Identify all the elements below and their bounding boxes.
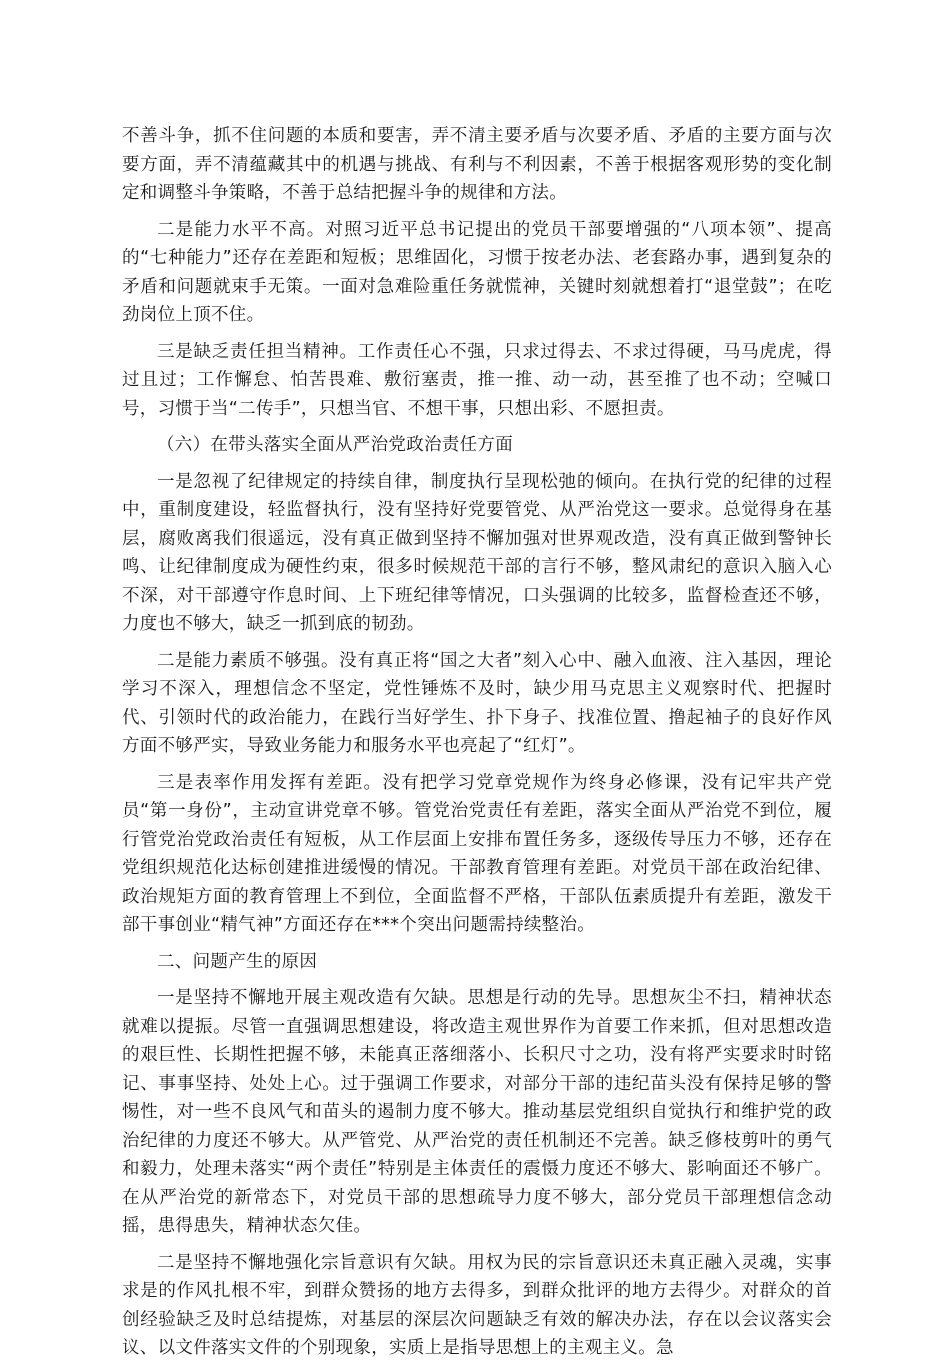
section-heading-six: （六）在带头落实全面从严治党政治责任方面 (157, 435, 513, 455)
paragraph-discipline: 一是忽视了纪律规定的持续自律，制度执行呈现松弛的倾向。在执行党的纪律的过程中，重制度建设，轻监督执行，没有坚持好党要管党、从严治党这一要求。总觉得身在基层，腐败离我们很遥远，没有真正做到坚持不懈加强对世界观改造，没有真正做到警钟长鸣、让纪律制度成为硬性约束，很多时候规范干部的言行不够，整风肃纪的意识入脑入心不深，对干部遵守作息时间、上下班纪律等情况，口头强调的比较多，监督检查还不够，力度也不够大，缺乏一抓到底的韧劲。 (122, 471, 832, 634)
document-body (122, 122, 832, 1371)
paragraph-competence: 二是能力素质不够强。没有真正将“国之大者”刻入心中、融入血液、注入基因，理论学习不深入，理想信念不坚定，党性锤炼不及时，缺少用马克思主义观察时代、把握时代、引领时代的政治能力，在践行当好学生、扑下身子、找准位置、撸起袖子的良好作风方面不够严实，导致业务能力和服务水平也亮起了“红灯”。 (122, 650, 832, 756)
paragraph-purpose-awareness: 二是坚持不懈地强化宗旨意识有欠缺。用权为民的宗旨意识还未真正融入灵魂，实事求是的作风扎根不牢，到群众赞扬的地方去得多，到群众批评的地方去得少。对群众的首创经验缺乏及时总结提炼，对基层的深层次问题缺乏有效的解决办法，存在以会议落实会议、以文件落实文件的个别现象，实质上是指导思想上的主观主义。急 (122, 1252, 832, 1358)
paragraph-continuation: 不善斗争，抓不住问题的本质和要害，弄不清主要矛盾与次要矛盾、矛盾的主要方面与次要方面，弄不清蕴藏其中的机遇与挑战、有利与不利因素，不善于根据客观形势的变化制定和调整斗争策略，不善于总结把握斗争的规律和方法。 (122, 126, 832, 203)
section-heading-causes: 二、问题产生的原因 (157, 951, 318, 972)
paragraph-ability-level: 二是能力水平不高。对照习近平总书记提出的党员干部要增强的“八项本领”、提高的“七种能力”还存在差距和短板；思维固化，习惯于按老办法、老套路办事，遇到复杂的矛盾和问题就束手无策。一面对急难险重任务就慌神，关键时刻就想着打“退堂鼓”；在吃劲岗位上顶不住。 (122, 219, 832, 325)
paragraph-subjective-reform: 一是坚持不懈地开展主观改造有欠缺。思想是行动的先导。思想灰尘不扫，精神状态就难以提振。尽管一直强调思想建设，将改造主观世界作为首要工作来抓，但对思想改造的艰巨性、长期性把握不够，未能真正落细落小、长积尺寸之功，没有将严实要求时时铭记、事事坚持、处处上心。过于强调工作要求，对部分干部的违纪苗头没有保持足够的警惕性，对一些不良风气和苗头的遏制力度不够大。推动基层党组织自觉执行和维护党的政治纪律的力度还不够大。从严管党、从严治党的责任机制还不完善。缺乏修枝剪叶的勇气和毅力，处理未落实“两个责任”特别是主体责任的震慑力度还不够大、影响面还不够广。在从严治党的新常态下，对党员干部的思想疏导力度不够大，部分党员干部理想信念动摇，患得患失，精神状态欠佳。 (122, 988, 832, 1236)
paragraph-responsibility: 三是缺乏责任担当精神。工作责任心不强，只求过得去、不求过得硬，马马虎虎，得过且过；工作懈怠、怕苦畏难、敷衍塞责，推一推、动一动，甚至推了也不动；空喊口号，习惯于当“二传手”，只想当官、不想干事，只想出彩、不愿担责。 (122, 341, 832, 419)
paragraph-exemplary-role: 三是表率作用发挥有差距。没有把学习党章党规作为终身必修课，没有记牢共产党员“第一身份”，主动宣讲党章不够。管党治党责任有差距，落实全面从严治党不到位，履行管党治党政治责任有短板，从工作层面上安排布置任务多，逐级传导压力不够，还存在党组织规范化达标创建推进缓慢的情况。干部教育管理有差距。对党员干部在政治纪律、政治规矩方面的教育管理上不到位，全面监督不严格，干部队伍素质提升有差距，激发干部干事创业“精气神”方面还存在***个突出问题需持续整治。 (122, 772, 832, 935)
